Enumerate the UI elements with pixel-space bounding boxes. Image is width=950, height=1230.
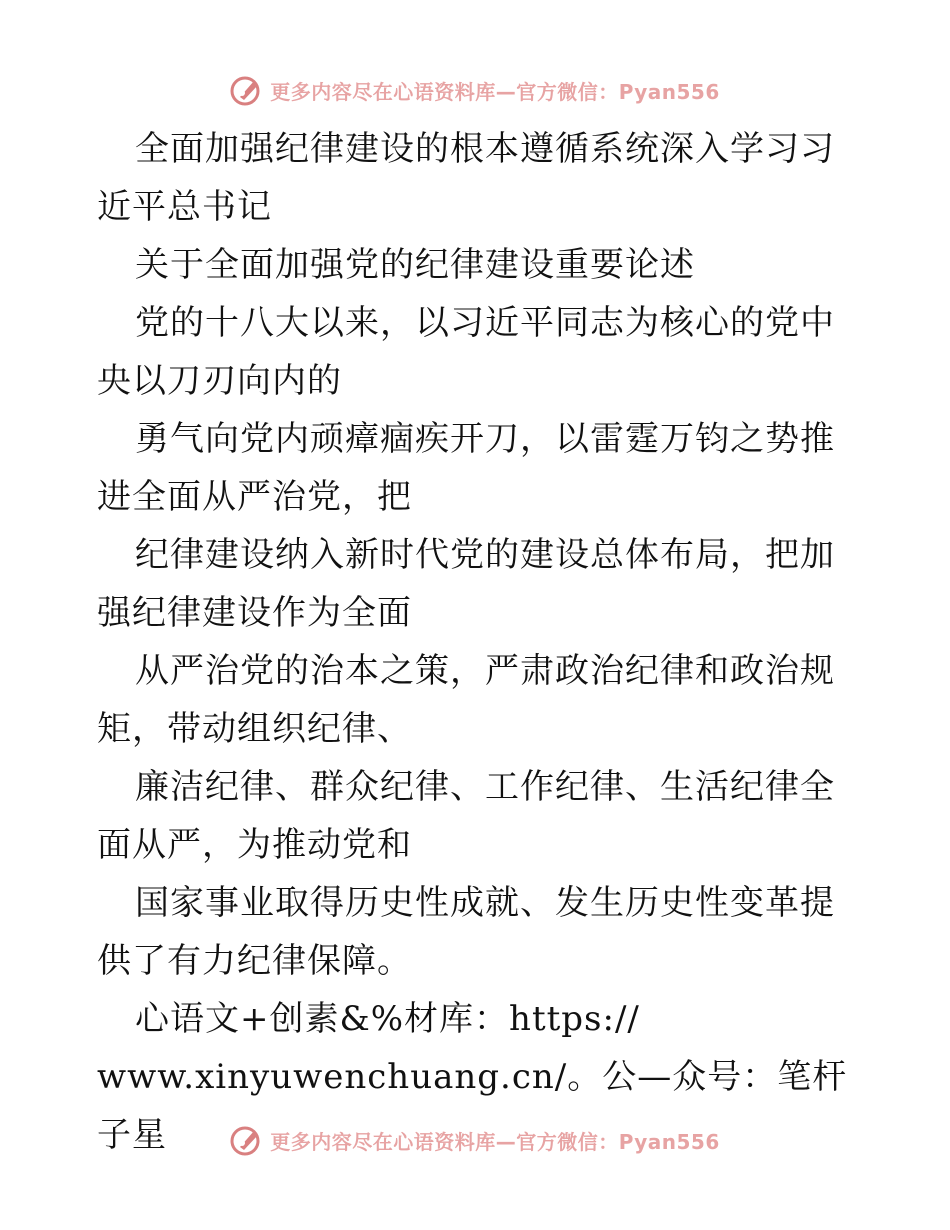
footer-watermark bbox=[0, 1120, 950, 1160]
paragraph: 党的十八大以来，以习近平同志为核心的党中央以刀刃向内的 bbox=[97, 303, 835, 401]
pen-nib-logo-icon bbox=[230, 1123, 264, 1157]
paragraph: 勇气向党内顽瘴痼疾开刀，以雷霆万钧之势推进全面从严治党，把 bbox=[97, 419, 835, 517]
pen-nib-logo-icon bbox=[230, 73, 264, 107]
paragraph: 纪律建设纳入新时代党的建设总体布局，把加强纪律建设作为全面 bbox=[97, 535, 835, 633]
paragraph: 全面加强纪律建设的根本遵循系统深入学习习近平总书记 bbox=[97, 129, 835, 227]
footer-watermark-text: 更多内容尽在心语资料库—官方微信：Pyan556 bbox=[270, 1129, 720, 1154]
paragraph: 关于全面加强党的纪律建设重要论述 bbox=[135, 245, 695, 285]
document-body bbox=[97, 120, 857, 1164]
paragraph: 心语文+创素&%材库：https:// bbox=[135, 999, 640, 1039]
paragraph: 廉洁纪律、群众纪律、工作纪律、生活纪律全面从严，为推动党和 bbox=[97, 767, 835, 865]
paragraph-url: www.xinyuwenchuang.cn/。公—众号：笔杆子星 bbox=[97, 1057, 848, 1155]
header-watermark-text: 更多内容尽在心语资料库—官方微信：Pyan556 bbox=[270, 79, 720, 104]
paragraph: 国家事业取得历史性成就、发生历史性变革提供了有力纪律保障。 bbox=[97, 883, 835, 981]
paragraph: 从严治党的治本之策，严肃政治纪律和政治规矩，带动组织纪律、 bbox=[97, 651, 835, 749]
header-watermark bbox=[0, 70, 950, 110]
